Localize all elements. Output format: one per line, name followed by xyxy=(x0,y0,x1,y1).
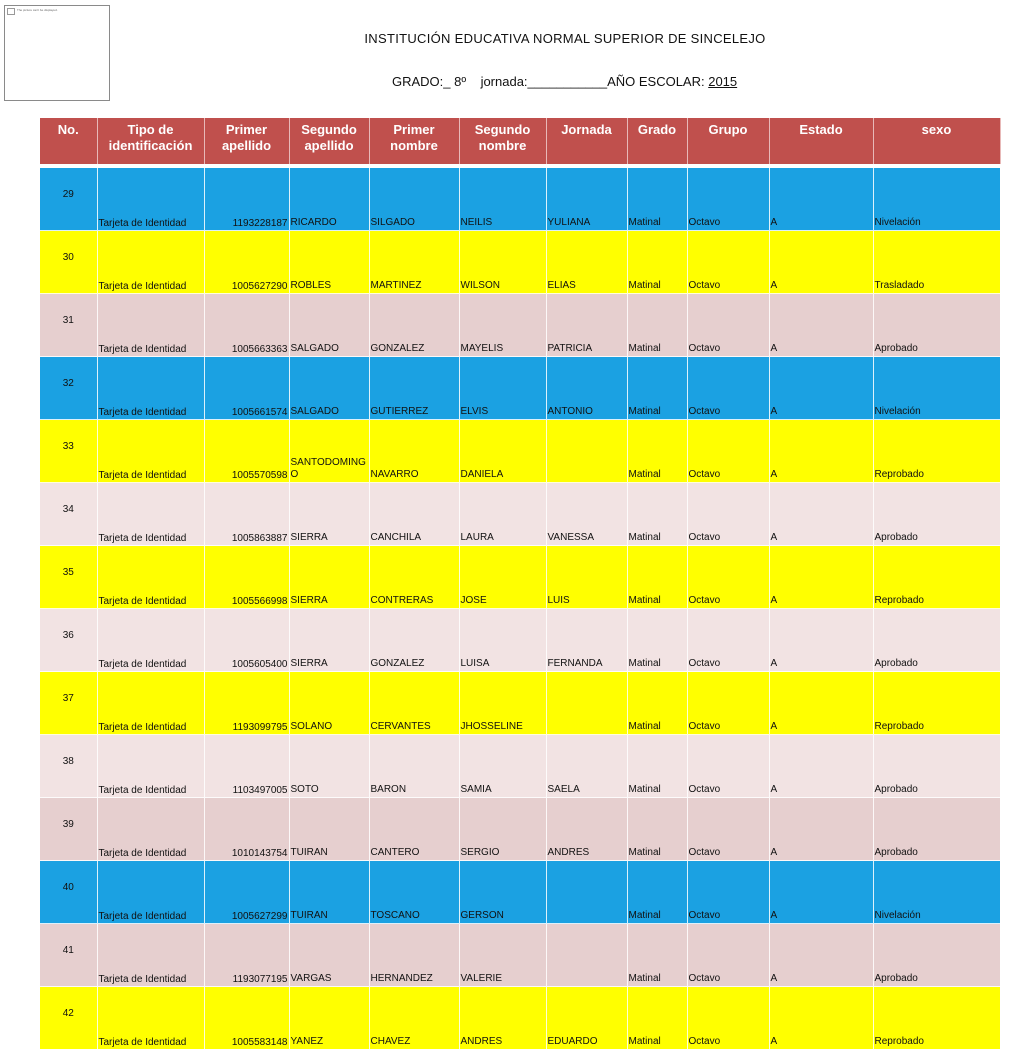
jornada-blank: ___________ xyxy=(528,74,608,89)
grado-cell: Octavo xyxy=(687,420,769,483)
first-surname-cell: SALGADO xyxy=(289,294,369,357)
second-surname-cell: CANCHILA xyxy=(369,483,459,546)
grade-line xyxy=(392,74,737,89)
first-surname-cell: VARGAS xyxy=(289,924,369,987)
estado-cell: Reprobado xyxy=(873,987,1000,1049)
second-surname-cell: CANTERO xyxy=(369,798,459,861)
column-header: Estado xyxy=(769,118,873,164)
document-number-cell: 1005663363 xyxy=(204,294,289,357)
first-surname-cell: RICARDO xyxy=(289,168,369,231)
second-name-cell: FERNANDA xyxy=(546,609,627,672)
grupo-cell: A xyxy=(769,987,873,1049)
row-number-cell: 30 xyxy=(40,231,97,294)
second-name-cell xyxy=(546,861,627,924)
table-row xyxy=(40,168,1000,231)
id-type-cell: Tarjeta de Identidad xyxy=(97,546,204,609)
jornada-cell: Matinal xyxy=(627,546,687,609)
id-type-cell: Tarjeta de Identidad xyxy=(97,861,204,924)
id-type-cell: Tarjeta de Identidad xyxy=(97,483,204,546)
row-number-cell: 38 xyxy=(40,735,97,798)
row-number-cell: 33 xyxy=(40,420,97,483)
grado-cell: Octavo xyxy=(687,168,769,231)
second-name-cell xyxy=(546,420,627,483)
grado-cell: Octavo xyxy=(687,798,769,861)
jornada-cell: Matinal xyxy=(627,987,687,1049)
grado-cell: Octavo xyxy=(687,987,769,1049)
id-type-cell: Tarjeta de Identidad xyxy=(97,231,204,294)
second-name-cell xyxy=(546,924,627,987)
table-row xyxy=(40,672,1000,735)
grado-cell: Octavo xyxy=(687,672,769,735)
row-number-cell: 41 xyxy=(40,924,97,987)
jornada-cell: Matinal xyxy=(627,735,687,798)
second-name-cell: LUIS xyxy=(546,546,627,609)
first-name-cell: LUISA xyxy=(459,609,546,672)
grado-label: GRADO:_ 8º xyxy=(392,74,466,89)
first-name-cell: JOSE xyxy=(459,546,546,609)
grupo-cell: A xyxy=(769,483,873,546)
table-row xyxy=(40,735,1000,798)
first-surname-cell: SIERRA xyxy=(289,546,369,609)
row-number-cell: 39 xyxy=(40,798,97,861)
column-header: No. xyxy=(40,118,97,164)
document-number-cell: 1193099795 xyxy=(204,672,289,735)
estado-cell: Aprobado xyxy=(873,924,1000,987)
estado-cell: Reprobado xyxy=(873,672,1000,735)
first-surname-cell: SOLANO xyxy=(289,672,369,735)
first-surname-cell: TUIRAN xyxy=(289,798,369,861)
grado-cell: Octavo xyxy=(687,924,769,987)
row-number-cell: 42 xyxy=(40,987,97,1049)
first-surname-cell: ROBLES xyxy=(289,231,369,294)
table-row xyxy=(40,294,1000,357)
jornada-cell: Matinal xyxy=(627,294,687,357)
estado-cell: Nivelación xyxy=(873,168,1000,231)
estado-cell: Trasladado xyxy=(873,231,1000,294)
column-header: Jornada xyxy=(546,118,627,164)
column-header: Tipo de identificación xyxy=(97,118,204,164)
jornada-cell: Matinal xyxy=(627,168,687,231)
grado-cell: Octavo xyxy=(687,357,769,420)
document-number-cell: 1005583148 xyxy=(204,987,289,1049)
row-number-cell: 32 xyxy=(40,357,97,420)
second-surname-cell: MARTINEZ xyxy=(369,231,459,294)
first-surname-cell: SOTO xyxy=(289,735,369,798)
grado-cell: Octavo xyxy=(687,231,769,294)
document-number-cell: 1005570598 xyxy=(204,420,289,483)
row-number-cell: 40 xyxy=(40,861,97,924)
column-header: Segundo nombre xyxy=(459,118,546,164)
first-surname-cell: SANTODOMINGO xyxy=(289,420,369,483)
column-header: Grado xyxy=(627,118,687,164)
logo-alt-text: The picture can't be displayed. xyxy=(17,8,58,12)
estado-cell: Aprobado xyxy=(873,483,1000,546)
grupo-cell: A xyxy=(769,924,873,987)
institution-title: INSTITUCIÓN EDUCATIVA NORMAL SUPERIOR DE SINCELEJO xyxy=(0,31,1024,46)
jornada-label: jornada: xyxy=(481,74,528,89)
first-name-cell: VALERIE xyxy=(459,924,546,987)
table-row xyxy=(40,357,1000,420)
first-name-cell: GERSON xyxy=(459,861,546,924)
id-type-cell: Tarjeta de Identidad xyxy=(97,294,204,357)
first-name-cell: LAURA xyxy=(459,483,546,546)
jornada-cell: Matinal xyxy=(627,672,687,735)
second-name-cell: ANDRES xyxy=(546,798,627,861)
second-surname-cell: GONZALEZ xyxy=(369,609,459,672)
document-number-cell: 1005627299 xyxy=(204,861,289,924)
broken-image-icon xyxy=(7,8,15,15)
second-surname-cell: CERVANTES xyxy=(369,672,459,735)
grupo-cell: A xyxy=(769,168,873,231)
id-type-cell: Tarjeta de Identidad xyxy=(97,924,204,987)
grupo-cell: A xyxy=(769,357,873,420)
table-row xyxy=(40,861,1000,924)
second-surname-cell: CHAVEZ xyxy=(369,987,459,1049)
first-name-cell: JHOSSELINE xyxy=(459,672,546,735)
row-number-cell: 35 xyxy=(40,546,97,609)
estado-cell: Aprobado xyxy=(873,609,1000,672)
document-number-cell: 1005566998 xyxy=(204,546,289,609)
second-surname-cell: GUTIERREZ xyxy=(369,357,459,420)
id-type-cell: Tarjeta de Identidad xyxy=(97,735,204,798)
jornada-cell: Matinal xyxy=(627,357,687,420)
grupo-cell: A xyxy=(769,735,873,798)
first-name-cell: NEILIS xyxy=(459,168,546,231)
second-surname-cell: CONTRERAS xyxy=(369,546,459,609)
second-name-cell: ANTONIO xyxy=(546,357,627,420)
ano-value: 2015 xyxy=(708,74,737,89)
grupo-cell: A xyxy=(769,798,873,861)
column-header: Segundo apellido xyxy=(289,118,369,164)
estado-cell: Reprobado xyxy=(873,420,1000,483)
id-type-cell: Tarjeta de Identidad xyxy=(97,609,204,672)
estado-cell: Aprobado xyxy=(873,735,1000,798)
table-row xyxy=(40,798,1000,861)
second-name-cell: PATRICIA xyxy=(546,294,627,357)
grado-cell: Octavo xyxy=(687,483,769,546)
grado-cell: Octavo xyxy=(687,546,769,609)
estado-cell: Aprobado xyxy=(873,294,1000,357)
jornada-cell: Matinal xyxy=(627,861,687,924)
row-number-cell: 37 xyxy=(40,672,97,735)
logo-placeholder xyxy=(4,5,110,101)
first-name-cell: MAYELIS xyxy=(459,294,546,357)
grupo-cell: A xyxy=(769,861,873,924)
id-type-cell: Tarjeta de Identidad xyxy=(97,798,204,861)
first-surname-cell: YANEZ xyxy=(289,987,369,1049)
row-number-cell: 29 xyxy=(40,168,97,231)
jornada-cell: Matinal xyxy=(627,924,687,987)
first-name-cell: ANDRES xyxy=(459,987,546,1049)
id-type-cell: Tarjeta de Identidad xyxy=(97,672,204,735)
document-number-cell: 1005661574 xyxy=(204,357,289,420)
grado-cell: Octavo xyxy=(687,861,769,924)
column-header: Primer nombre xyxy=(369,118,459,164)
grado-cell: Octavo xyxy=(687,735,769,798)
first-name-cell: DANIELA xyxy=(459,420,546,483)
column-header: Grupo xyxy=(687,118,769,164)
grupo-cell: A xyxy=(769,609,873,672)
table-row xyxy=(40,609,1000,672)
grupo-cell: A xyxy=(769,294,873,357)
first-name-cell: SERGIO xyxy=(459,798,546,861)
document-number-cell: 1005605400 xyxy=(204,609,289,672)
second-surname-cell: BARON xyxy=(369,735,459,798)
row-number-cell: 31 xyxy=(40,294,97,357)
table-header-row xyxy=(40,118,1000,164)
row-number-cell: 34 xyxy=(40,483,97,546)
id-type-cell: Tarjeta de Identidad xyxy=(97,357,204,420)
table-row xyxy=(40,546,1000,609)
first-surname-cell: SIERRA xyxy=(289,609,369,672)
grupo-cell: A xyxy=(769,231,873,294)
column-header: Primer apellido xyxy=(204,118,289,164)
second-surname-cell: SILGADO xyxy=(369,168,459,231)
first-surname-cell: SIERRA xyxy=(289,483,369,546)
grupo-cell: A xyxy=(769,672,873,735)
second-surname-cell: HERNANDEZ xyxy=(369,924,459,987)
table-row xyxy=(40,483,1000,546)
document-number-cell: 1005627290 xyxy=(204,231,289,294)
estado-cell: Nivelación xyxy=(873,861,1000,924)
jornada-cell: Matinal xyxy=(627,231,687,294)
grupo-cell: A xyxy=(769,420,873,483)
first-name-cell: WILSON xyxy=(459,231,546,294)
table-row xyxy=(40,231,1000,294)
jornada-cell: Matinal xyxy=(627,420,687,483)
first-surname-cell: SALGADO xyxy=(289,357,369,420)
second-name-cell: SAELA xyxy=(546,735,627,798)
table-row xyxy=(40,987,1000,1049)
grado-cell: Octavo xyxy=(687,609,769,672)
document-number-cell: 1193228187 xyxy=(204,168,289,231)
jornada-cell: Matinal xyxy=(627,483,687,546)
second-surname-cell: GONZALEZ xyxy=(369,294,459,357)
first-name-cell: SAMIA xyxy=(459,735,546,798)
document-number-cell: 1193077195 xyxy=(204,924,289,987)
second-surname-cell: TOSCANO xyxy=(369,861,459,924)
estado-cell: Nivelación xyxy=(873,357,1000,420)
jornada-cell: Matinal xyxy=(627,798,687,861)
second-name-cell: ELIAS xyxy=(546,231,627,294)
second-name-cell: EDUARDO xyxy=(546,987,627,1049)
row-number-cell: 36 xyxy=(40,609,97,672)
table-row xyxy=(40,420,1000,483)
table-body xyxy=(40,168,1000,1049)
estado-cell: Aprobado xyxy=(873,798,1000,861)
table-row xyxy=(40,924,1000,987)
grado-cell: Octavo xyxy=(687,294,769,357)
estado-cell: Reprobado xyxy=(873,546,1000,609)
id-type-cell: Tarjeta de Identidad xyxy=(97,168,204,231)
first-surname-cell: TUIRAN xyxy=(289,861,369,924)
jornada-cell: Matinal xyxy=(627,609,687,672)
first-name-cell: ELVIS xyxy=(459,357,546,420)
second-name-cell: YULIANA xyxy=(546,168,627,231)
id-type-cell: Tarjeta de Identidad xyxy=(97,987,204,1049)
id-type-cell: Tarjeta de Identidad xyxy=(97,420,204,483)
student-roster-table xyxy=(40,118,1001,1049)
document-number-cell: 1103497005 xyxy=(204,735,289,798)
ano-label: AÑO ESCOLAR: xyxy=(607,74,708,89)
grupo-cell: A xyxy=(769,546,873,609)
document-number-cell: 1010143754 xyxy=(204,798,289,861)
document-number-cell: 1005863887 xyxy=(204,483,289,546)
second-surname-cell: NAVARRO xyxy=(369,420,459,483)
column-header: sexo xyxy=(873,118,1000,164)
second-name-cell xyxy=(546,672,627,735)
second-name-cell: VANESSA xyxy=(546,483,627,546)
